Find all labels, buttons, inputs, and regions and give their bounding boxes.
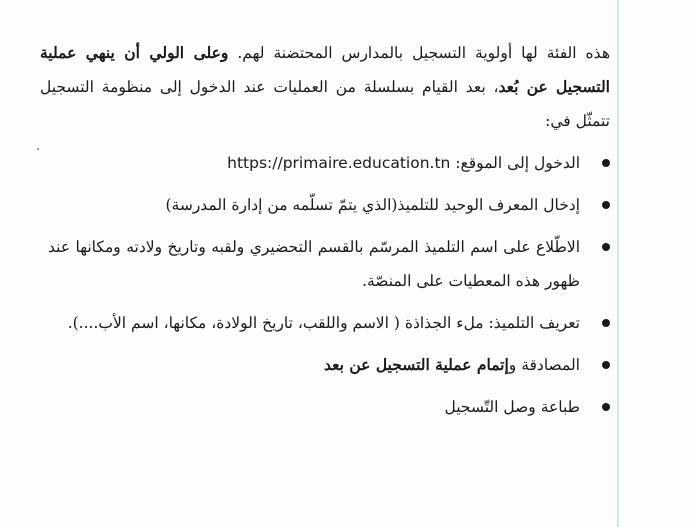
confirm-bold-text: إتمام عملية التسجيل عن بعد [324,355,509,374]
list-item-text: تعريف التلميذ: ملء الجذاذة ( الاسم واللقب، تاريخ الولادة، مكانها، اسم الأب....). [67,314,580,332]
list-item-website [40,146,610,180]
list-item-fill-form [40,306,610,340]
intro-bold-text: وعلى الولي أن ينهي عملية التسجيل عن بُعد [40,43,610,96]
intro-text-1: هذه الفئة لها أولوية التسجيل بالمدارس المحتضنة لهم. [228,44,610,62]
bullet-icon [602,201,610,209]
list-item-text [324,356,580,374]
list-item-text [227,154,580,172]
bullet-icon [602,319,610,327]
list-item-print-receipt [40,390,610,424]
intro-paragraph [40,36,610,138]
list-item-text: الاطّلاع على اسم التلميذ المرسّم بالقسم التحضيري ولقبه وتاريخ ولادته ومكانها عند ظهور هذه المعطيات على المنصّة. [48,238,580,290]
intro-text-2: ، بعد القيام بسلسلة من العمليات عند الدخول إلى منظومة التسجيل تتمثّل في: [40,78,610,130]
scan-speck [37,148,39,150]
list-item-student-id [40,188,610,222]
bullet-icon [602,403,610,411]
list-item-confirm [40,348,610,382]
bullet-icon [602,159,610,167]
confirm-text: المصادقة و [508,356,580,374]
document-body [40,36,610,432]
page-edge-line [617,0,619,527]
website-label: الدخول إلى الموقع: [450,154,580,172]
bullet-icon [602,361,610,369]
bullet-icon [602,243,610,251]
steps-list [40,146,610,424]
list-item-text: إدخال المعرف الوحيد للتلميذ(الذي يتمّ تسلّمه من إدارة المدرسة) [165,196,580,214]
website-url: https://primaire.education.tn [227,154,451,172]
list-item-text: طباعة وصل التّسجيل [444,398,580,416]
list-item-review-data [40,230,610,298]
